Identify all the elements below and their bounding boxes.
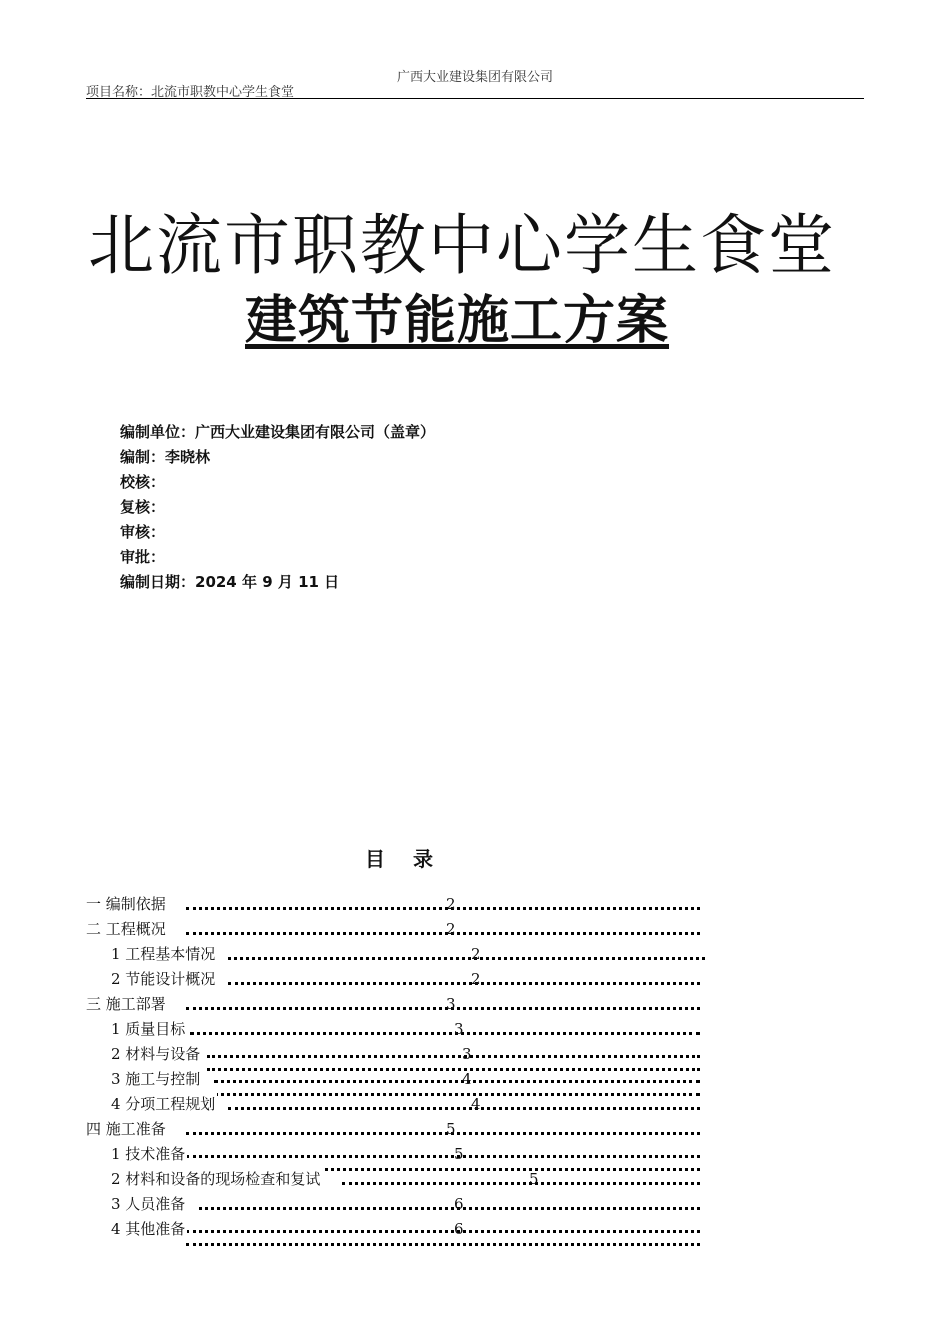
toc-item-label: 三 施工部署 [86, 995, 166, 1013]
info-author: 编制：李晓林 [120, 448, 211, 466]
toc-leader-dots [186, 1230, 700, 1246]
toc-item-label: 2 材料和设备的现场检查和复试 [111, 1170, 321, 1188]
toc-item-label: 3 施工与控制 [111, 1070, 201, 1088]
toc-item-label: 4 其他准备 [111, 1220, 186, 1238]
toc-item[interactable] [0, 993, 950, 1018]
toc-item-page: 5 [446, 1120, 456, 1138]
toc-item-label: 二 工程概况 [86, 920, 166, 938]
toc-item[interactable] [0, 943, 950, 968]
toc-item-label: 一 编制依据 [86, 895, 166, 913]
toc-item-page: 3 [462, 1045, 472, 1063]
toc-item[interactable] [0, 1193, 950, 1218]
toc-item[interactable] [0, 1093, 950, 1118]
document-title: 北流市职教中心学生食堂 [88, 207, 836, 284]
info-date: 编制日期：2024 年 9 月 11 日 [120, 573, 340, 591]
toc-item-label: 1 技术准备 [111, 1145, 186, 1163]
toc-item-page: 4 [462, 1070, 472, 1088]
toc-item-page: 5 [454, 1145, 464, 1163]
toc-leader-dots [186, 932, 700, 938]
toc-item-label: 1 工程基本情况 [111, 945, 216, 963]
toc-leader-dots [186, 1132, 700, 1138]
toc-item[interactable] [0, 1218, 950, 1243]
info-block [120, 420, 435, 595]
toc-item-page: 6 [454, 1220, 464, 1238]
toc-item[interactable] [0, 1168, 950, 1193]
toc-item-page: 2 [446, 920, 456, 938]
toc-item-page: 5 [529, 1170, 539, 1188]
toc-item-page: 3 [446, 995, 456, 1013]
toc-item[interactable] [0, 1143, 950, 1168]
toc-leader-dots [342, 1182, 700, 1188]
toc-leader-dots [199, 1207, 700, 1213]
info-approve: 审批： [120, 548, 166, 566]
toc-item-label: 四 施工准备 [86, 1120, 166, 1138]
toc-item[interactable] [0, 1018, 950, 1043]
toc-leader-dots [228, 957, 705, 963]
toc-item[interactable] [0, 893, 950, 918]
toc-item[interactable] [0, 1043, 950, 1068]
toc-item-page: 4 [471, 1095, 481, 1113]
header-company: 广西大业建设集团有限公司 [396, 70, 553, 85]
toc-item-page: 3 [454, 1020, 464, 1038]
toc-item-page: 2 [471, 970, 481, 988]
toc-title: 目录 [365, 847, 461, 871]
toc-item-page: 2 [471, 945, 481, 963]
toc-leader-dots [186, 907, 700, 913]
toc-item[interactable] [0, 1118, 950, 1143]
toc-item-label: 2 节能设计概况 [111, 970, 216, 988]
info-unit: 编制单位：广西大业建设集团有限公司（盖章） [120, 423, 436, 441]
toc-item-label: 4 分项工程规划 [111, 1095, 216, 1113]
toc-leader-dots [186, 1007, 700, 1013]
toc-leader-dots [190, 1032, 700, 1038]
toc-item-label: 2 材料与设备 [111, 1045, 201, 1063]
info-review: 复核： [120, 498, 166, 516]
info-audit: 审核： [120, 523, 166, 541]
toc-item[interactable] [0, 918, 950, 943]
toc-leader-dots [228, 1107, 700, 1113]
toc-item-page: 6 [454, 1195, 464, 1213]
toc-leader-dots [228, 982, 700, 988]
toc-item-label: 3 人员准备 [111, 1195, 186, 1213]
info-check: 校核： [120, 473, 166, 491]
toc-item-page: 2 [446, 895, 456, 913]
toc-item[interactable] [0, 1068, 950, 1093]
document-subtitle: 建筑节能施工方案 [245, 291, 670, 351]
header-project-name: 项目名称：北流市职教中心学生食堂 [86, 85, 295, 100]
toc-item-label: 1 质量目标 [111, 1020, 186, 1038]
toc-item[interactable] [0, 968, 950, 993]
header-divider [86, 98, 864, 99]
